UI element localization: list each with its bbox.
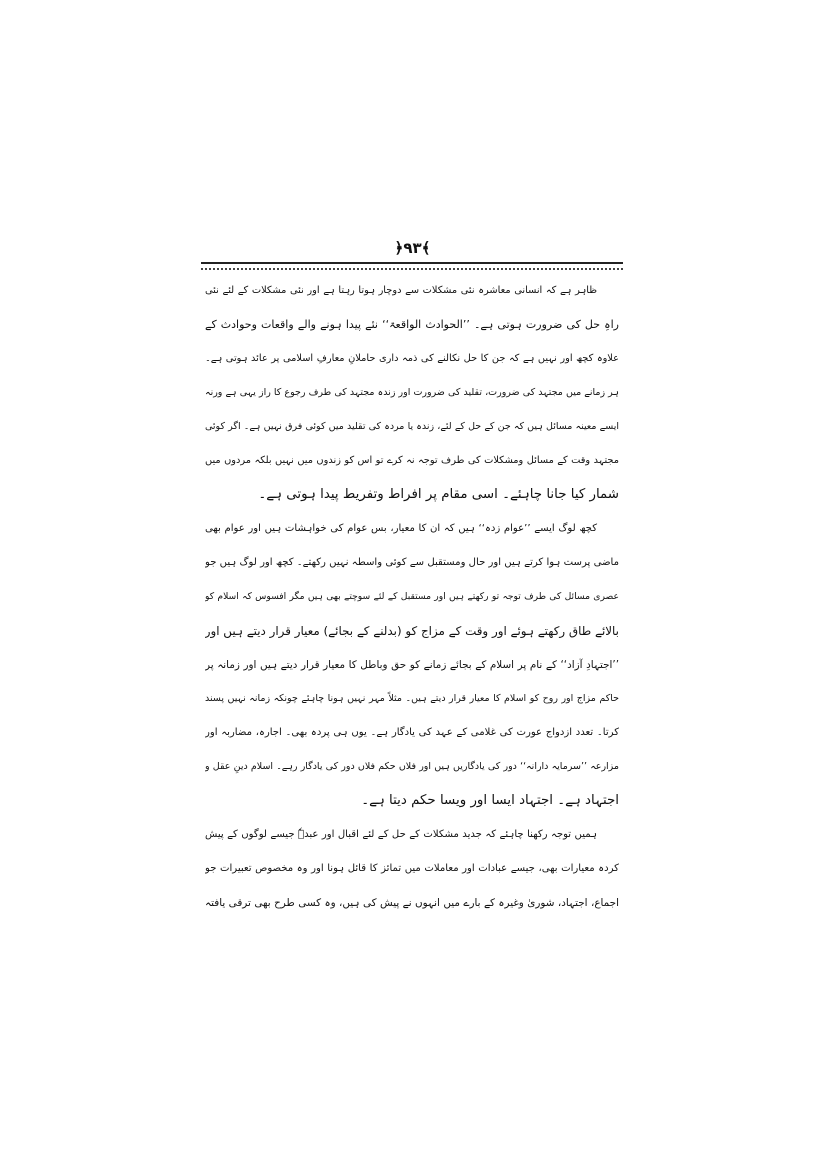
text-line: کچھ لوگ ایسے ’’عوام زدہ‘‘ ہیں کہ ان کا معیار، بس عوام کی خواہشات ہیں اور عوام بھی [205, 523, 597, 534]
body-text [205, 274, 619, 920]
text-line: کرتا۔ تعدد ازدواج عورت کی غلامی کے عہد کی یادگار ہے۔ یوں ہی پردہ بھی۔ اجارہ، مضاربہ اور [205, 727, 619, 738]
text-line: ظاہر ہے کہ انسانی معاشرہ نئی مشکلات سے دوچار ہوتا رہتا ہے اور نئی مشکلات کے لئے نئی [205, 285, 597, 296]
text-line: ہمیں توجہ رکھنا چاہئے کہ جدید مشکلات کے حل کے لئے اقبال اور عبدہٗ جیسے لوگوں کے پیش [205, 829, 597, 840]
text-line: راہِ حل کی ضرورت ہوتی ہے۔ ’’الحوادث الواقعۃ‘‘ نئے پیدا ہونے والے واقعات وحوادث کے [205, 318, 619, 331]
text-line: مزارعہ ’’سرمایہ دارانہ‘‘ دور کی یادگاریں ہیں اور فلاں حکم فلاں دور کی یادگار رہے۔ اسلام دینِ عقل و [205, 761, 619, 772]
text-line: علاوہ کچھ اور نہیں ہے کہ جن کا حل نکالنے کی ذمہ داری حاملانِ معارفِ اسلامی پر عائد ہوتی ہے۔ [205, 353, 619, 364]
text-line: عصری مسائل کی طرف توجہ تو رکھتے ہیں اور مستقبل کے لئے سوچتے بھی ہیں مگر افسوس کہ اسلام کو [205, 591, 619, 602]
header-rule-solid [201, 262, 623, 264]
text-line: ہر زمانے میں مجتہد کی ضرورت، تقلید کی ضرورت اور زندہ مجتہد کی طرف رجوع کا راز یہی ہے ورنہ [205, 387, 619, 398]
paragraph-3 [205, 818, 619, 920]
header-rule-dotted [201, 268, 623, 270]
text-line: ایسے معینہ مسائل ہیں کہ جن کے حل کے لئے، زندہ یا مردہ کی تقلید میں کوئی فرق نہیں ہے۔ اگر کوئی [205, 421, 619, 432]
text-line: کردہ معیارات بھی، جیسے عبادات اور معاملات میں تمائز کا قائل ہونا اور وہ مخصوص تعبیرات جو [205, 863, 619, 874]
text-line: ماضی پرست ہوا کرتے ہیں اور حال ومستقبل سے کوئی واسطہ نہیں رکھتے۔ کچھ اور لوگ ہیں جو [205, 557, 619, 568]
text-line: حاکم مزاج اور روح کو اسلام کا معیار قرار دیتے ہیں۔ مثلاً مہر نہیں ہونا چاہئے چونکہ زمانہ نہیں پسند [205, 693, 619, 704]
text-line: بالائے طاق رکھتے ہوئے اور وقت کے مزاج کو (بدلنے کے بجائے) معیار قرار دیتے ہیں اور [205, 624, 619, 638]
text-line: مجتہد وقت کے مسائل ومشکلات کی طرف توجہ نہ کرے تو اس کو زندوں میں نہیں بلکہ مردوں میں [205, 455, 619, 466]
paragraph-2 [205, 512, 619, 818]
text-line: شمار کیا جانا چاہئے۔ اسی مقام پر افراط وتفریط پیدا ہوتی ہے۔ [258, 487, 619, 502]
page-number: ﴿۹۳﴾ [394, 239, 431, 257]
paragraph-1 [205, 274, 619, 512]
text-line: اجماع، اجتہاد، شوریٰ وغیرہ کے بارے میں انہوں نے پیش کی ہیں، وہ کسی طرح بھی ترقی یافتہ [205, 897, 619, 909]
text-line: ’’اجتہادِ آزاد‘‘ کے نام پر اسلام کے بجائے زمانے کو حق وباطل کا معیار قرار دیتے ہیں اور زمانہ پر [205, 659, 619, 671]
text-line: اجتہاد ہے۔ اجتہاد ایسا اور ویسا حکم دیتا ہے۔ [361, 793, 619, 808]
